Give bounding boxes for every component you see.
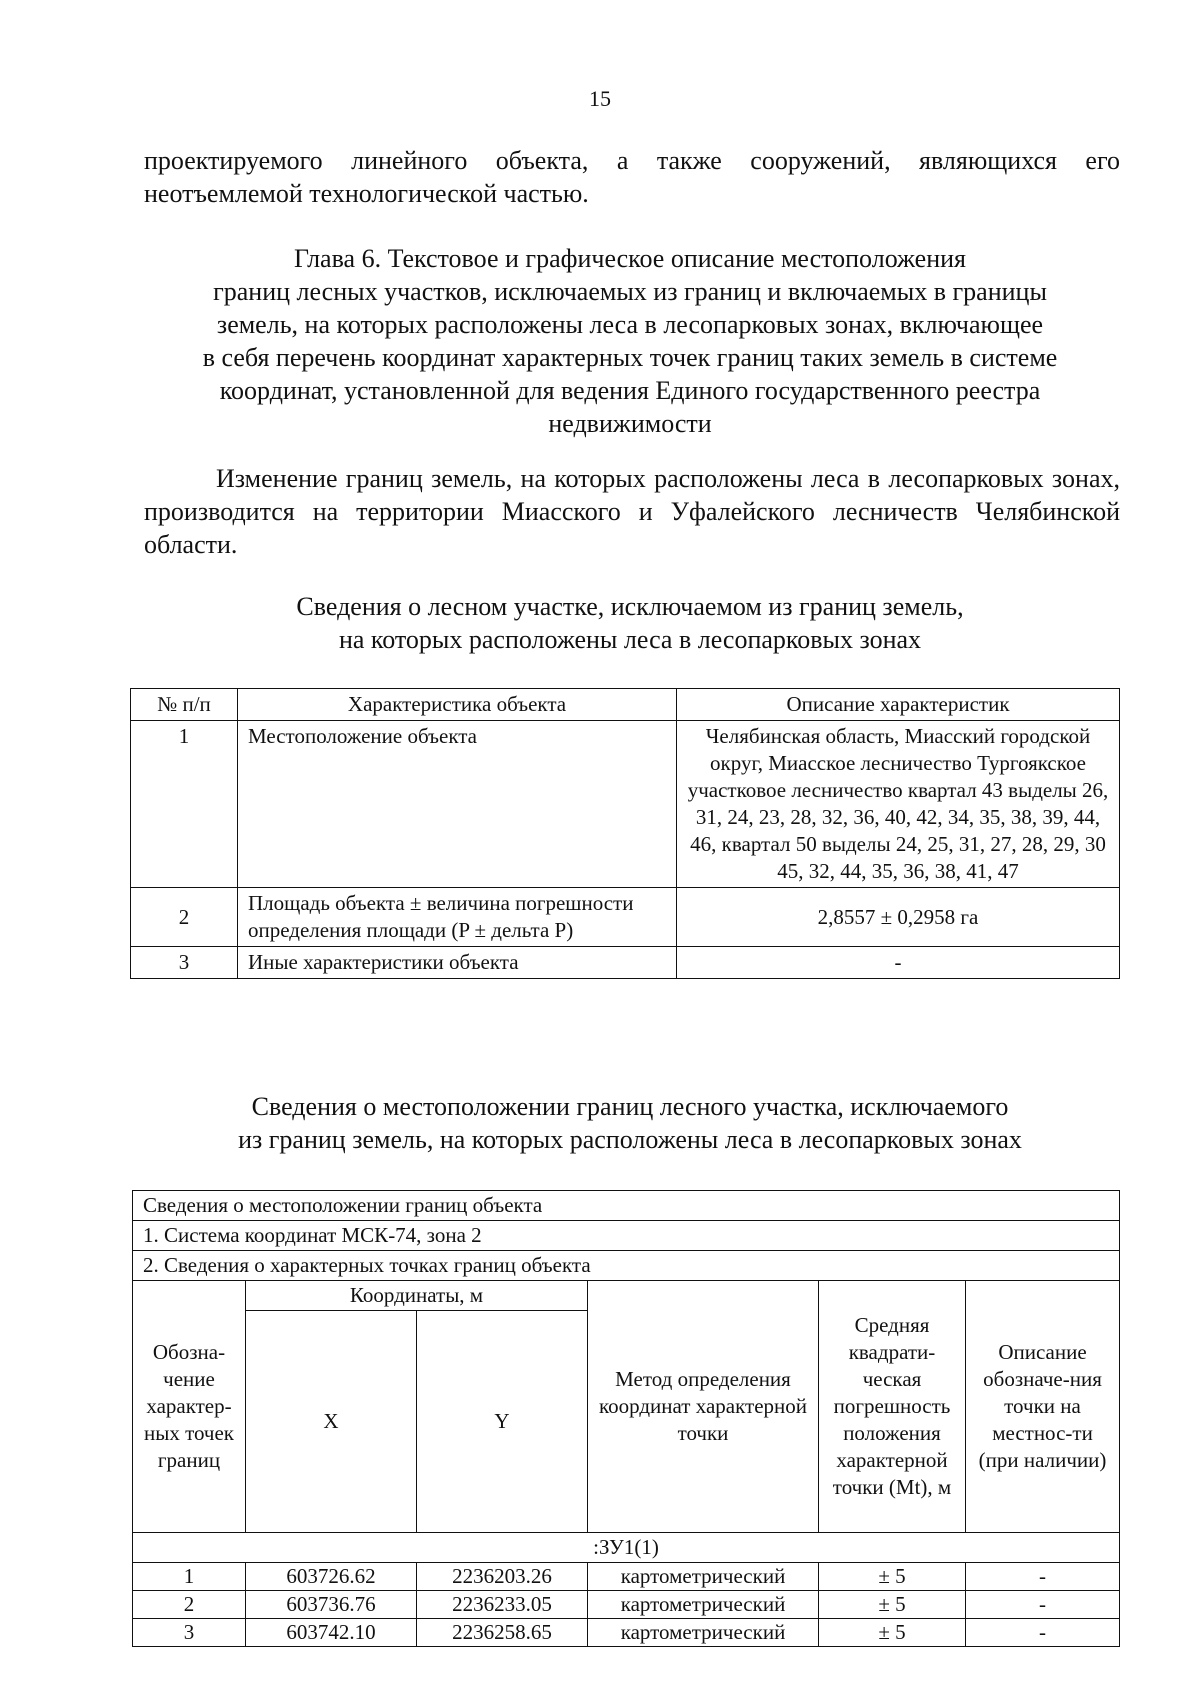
row-characteristic: Местоположение объекта	[238, 721, 677, 888]
points-title-row	[133, 1251, 1120, 1281]
chapter-heading-line: координат, установленной для ведения Единого государственного реестра	[219, 376, 1041, 405]
point-description: -	[966, 1591, 1120, 1619]
point-description: -	[966, 1563, 1120, 1591]
table-row	[131, 947, 1120, 979]
header-method: Метод определения координат характерной точки	[588, 1281, 819, 1533]
table-row	[131, 721, 1120, 888]
header-y: Y	[417, 1311, 588, 1533]
header-num: № п/п	[131, 689, 238, 721]
point-number: 3	[133, 1619, 246, 1647]
row-characteristic: Иные характеристики объекта	[238, 947, 677, 979]
caption-line: из границ земель, на которых расположены леса в лесопарковых зонах	[238, 1125, 1022, 1154]
point-x: 603726.62	[246, 1563, 417, 1591]
row-description: Челябинская область, Миасский городской округ, Миасское лесничество Тургоякское участковое лесничество квартал 43 выделы 26, 31, 24, 23, 28, 32, 36, 40, 42, 34, 35, 38, 39, 44, 46, квартал 50 выделы 24, 25, 31, 27, 28, 29, 30 45, 32, 44, 35, 36, 38, 41, 47	[677, 721, 1120, 888]
caption-line: Сведения о местоположении границ лесного участка, исключаемого	[251, 1092, 1009, 1121]
table-row	[133, 1591, 1120, 1619]
header-description: Описание характеристик	[677, 689, 1120, 721]
caption-line: Сведения о лесном участке, исключаемом из границ земель,	[296, 592, 964, 621]
row-description: 2,8557 ± 0,2958 га	[677, 888, 1120, 947]
header-x: X	[246, 1311, 417, 1533]
table-header-row	[131, 689, 1120, 721]
point-y: 2236203.26	[417, 1563, 588, 1591]
chapter-heading-line: границ лесных участков, исключаемых из границ и включаемых в границы	[213, 277, 1047, 306]
table-row	[131, 888, 1120, 947]
points-title: 2. Сведения о характерных точках границ объекта	[133, 1251, 1120, 1281]
chapter-heading-line: недвижимости	[548, 409, 712, 438]
row-num: 1	[131, 721, 238, 888]
row-num: 3	[131, 947, 238, 979]
point-x: 603742.10	[246, 1619, 417, 1647]
coordinate-system-row	[133, 1221, 1120, 1251]
point-error: ± 5	[819, 1619, 966, 1647]
paragraph-boundary-change: Изменение границ земель, на которых расположены леса в лесопарковых зонах, производится на территории Миасского и Уфалейского лесничеств Челябинской области.	[144, 464, 1120, 559]
point-method: картометрический	[588, 1591, 819, 1619]
forest-plot-info-table	[130, 688, 1120, 979]
table-row	[133, 1563, 1120, 1591]
caption-line: на которых расположены леса в лесопарковых зонах	[338, 625, 922, 654]
chapter-heading-line: Глава 6. Текстовое и графическое описание местоположения	[294, 244, 966, 273]
table-title: Сведения о местоположении границ объекта	[133, 1191, 1120, 1221]
coordinate-system: 1. Система координат МСК-74, зона 2	[133, 1221, 1120, 1251]
chapter-heading-line: земель, на которых расположены леса в лесопарковых зонах, включающее	[216, 310, 1044, 339]
header-designation: Обозна-чение характер-ных точек границ	[133, 1281, 246, 1533]
table-1-caption	[130, 590, 1130, 656]
point-method: картометрический	[588, 1619, 819, 1647]
point-error: ± 5	[819, 1563, 966, 1591]
header-error: Средняя квадрати-ческая погрешность положения характерной точки (Mt), м	[819, 1281, 966, 1533]
point-error: ± 5	[819, 1591, 966, 1619]
point-y: 2236258.65	[417, 1619, 588, 1647]
row-num: 2	[131, 888, 238, 947]
header-characteristic: Характеристика объекта	[238, 689, 677, 721]
boundary-coordinates-table	[132, 1190, 1120, 1647]
section-label: :ЗУ1(1)	[133, 1533, 1120, 1563]
paragraph-continuation: проектируемого линейного объекта, а также сооружений, являющихся его неотъемлемой технологической частью.	[144, 146, 1120, 208]
table-title-row	[133, 1191, 1120, 1221]
table-2-caption	[130, 1090, 1130, 1156]
header-coordinates: Координаты, м	[246, 1281, 588, 1311]
point-description: -	[966, 1619, 1120, 1647]
point-method: картометрический	[588, 1563, 819, 1591]
point-number: 2	[133, 1591, 246, 1619]
row-description: -	[677, 947, 1120, 979]
point-y: 2236233.05	[417, 1591, 588, 1619]
header-row-1	[133, 1281, 1120, 1311]
section-row	[133, 1533, 1120, 1563]
chapter-heading-line: в себя перечень координат характерных точек границ таких земель в системе	[202, 343, 1058, 372]
row-characteristic: Площадь объекта ± величина погрешности определения площади (P ± дельта P)	[238, 888, 677, 947]
header-point-description: Описание обозначе-ния точки на местнос-ти (при наличии)	[966, 1281, 1120, 1533]
table-row	[133, 1619, 1120, 1647]
point-number: 1	[133, 1563, 246, 1591]
chapter-heading	[130, 242, 1130, 440]
point-x: 603736.76	[246, 1591, 417, 1619]
page-number: 15	[589, 86, 611, 111]
